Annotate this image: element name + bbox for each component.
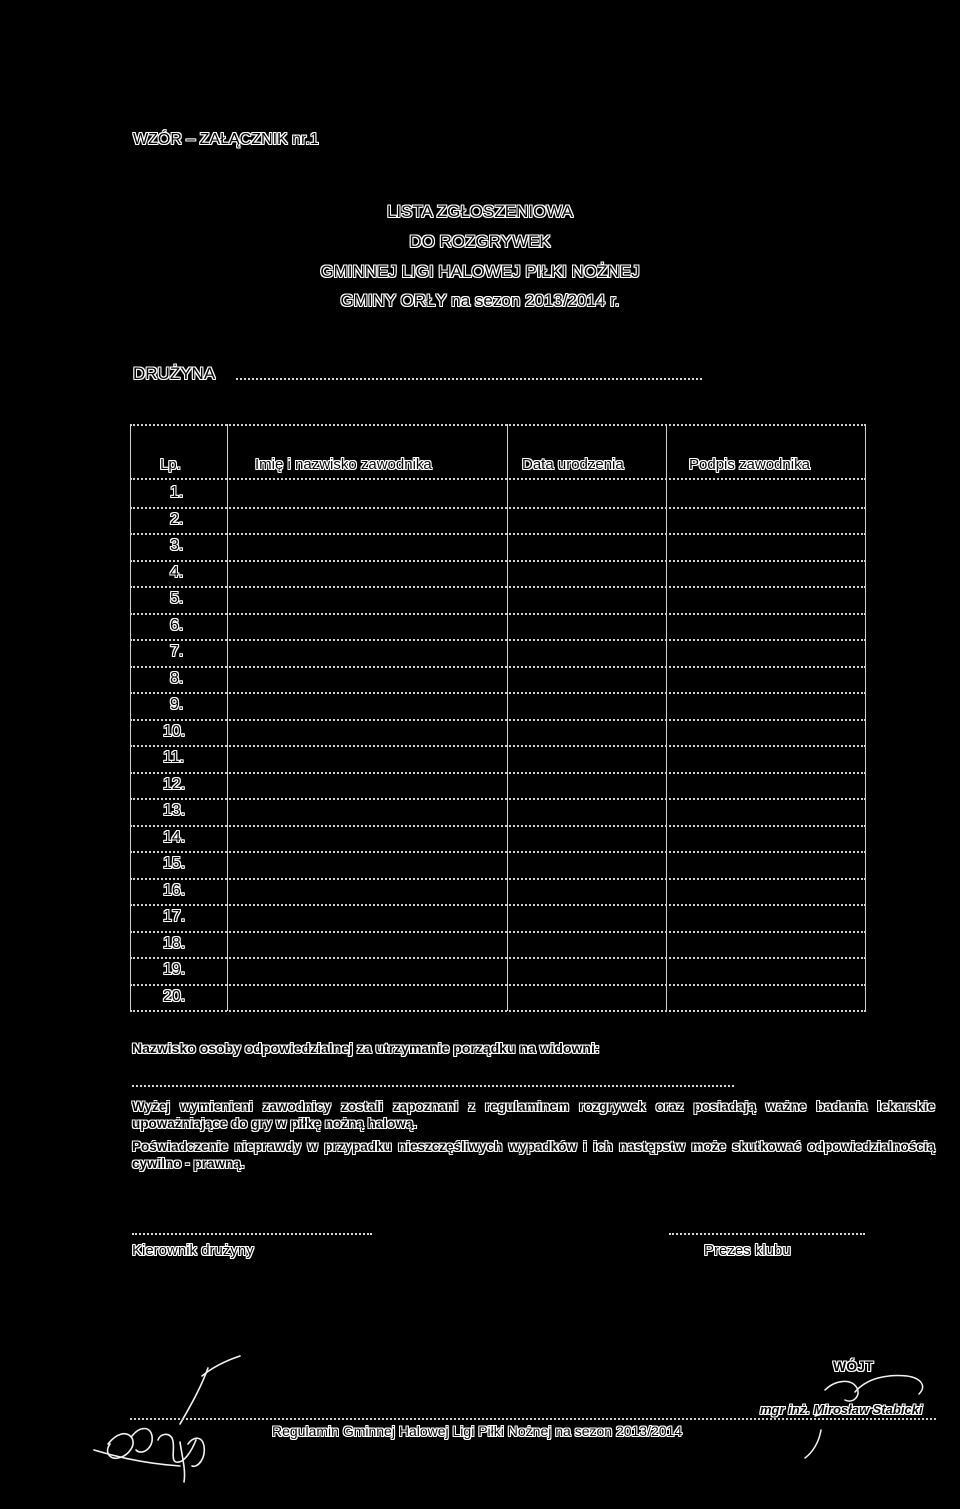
table-cell-birthdate[interactable] — [508, 825, 666, 850]
table-cell-signature[interactable] — [667, 719, 865, 744]
table-cell-name[interactable] — [228, 480, 507, 505]
row-number: 13. — [163, 802, 186, 819]
table-cell-birthdate[interactable] — [508, 507, 666, 532]
table-cell-signature[interactable] — [667, 560, 865, 585]
table-cell-birthdate[interactable] — [508, 745, 666, 770]
table-cell-signature[interactable] — [667, 586, 865, 611]
table-cell-birthdate[interactable] — [508, 904, 666, 929]
row-number: 17. — [163, 908, 186, 925]
statement-paragraph-1: Wyżej wymienieni zawodnicy zostali zapoznani z regulaminem rozgrywek oraz posiadają ważne badania lekarskie upoważniające do gry w piłkę nożną halową. — [132, 1099, 935, 1131]
table-cell-birthdate[interactable] — [508, 666, 666, 691]
statement-paragraph-2: Poświadczenie nieprawdy w przypadku nieszczęśliwych wypadków i ich następstw może skutkować odpowiedzialnością cywilno - prawną. — [132, 1139, 935, 1171]
table-cell-birthdate[interactable] — [508, 719, 666, 744]
footer-text: Regulamin Gminnej Halowej Ligi Piłki Nożnej na sezon 2013/2014 — [272, 1423, 683, 1439]
table-cell-birthdate[interactable] — [508, 586, 666, 611]
manager-signature-line[interactable] — [132, 1233, 372, 1235]
stamp-title: WÓJT — [833, 1358, 874, 1374]
row-number: 14. — [163, 828, 186, 846]
table-border-left — [130, 424, 131, 1011]
table-cell-name[interactable] — [228, 719, 507, 744]
table-cell-name[interactable] — [228, 613, 507, 638]
row-number: 7. — [170, 643, 184, 660]
row-number: 2. — [170, 510, 184, 528]
table-cell-birthdate[interactable] — [508, 772, 666, 797]
table-cell-birthdate[interactable] — [508, 931, 666, 956]
manager-label: Kierownik drużyny — [132, 1242, 254, 1259]
table-cell-name[interactable] — [228, 931, 507, 956]
table-cell-birthdate[interactable] — [508, 533, 666, 558]
table-cell-name[interactable] — [228, 586, 507, 611]
table-cell-signature[interactable] — [667, 878, 865, 903]
table-cell-signature[interactable] — [667, 639, 865, 664]
table-cell-name[interactable] — [228, 984, 507, 1009]
table-cell-birthdate[interactable] — [508, 480, 666, 505]
table-cell-signature[interactable] — [667, 798, 865, 823]
table-border-right — [865, 424, 866, 1011]
row-number: 20. — [163, 987, 186, 1005]
footer-rule — [130, 1418, 936, 1420]
table-cell-name[interactable] — [228, 851, 507, 876]
table-cell-name[interactable] — [228, 745, 507, 770]
table-cell-signature[interactable] — [667, 931, 865, 956]
form-title-line-4: GMINY ORŁY na sezon 2013/2014 r. — [340, 291, 620, 310]
table-cell-signature[interactable] — [667, 480, 865, 505]
table-cell-birthdate[interactable] — [508, 798, 666, 823]
table-cell-name[interactable] — [228, 772, 507, 797]
table-cell-birthdate[interactable] — [508, 560, 666, 585]
row-number: 1. — [170, 484, 184, 501]
row-number: 6. — [170, 616, 184, 634]
order-person-label: Nazwisko osoby odpowiedzialnej za utrzymanie porządku na widowni: — [132, 1040, 600, 1056]
table-cell-name[interactable] — [228, 666, 507, 691]
row-number: 4. — [170, 563, 184, 581]
table-cell-signature[interactable] — [667, 957, 865, 982]
table-border-top — [130, 424, 866, 426]
row-number: 8. — [170, 669, 184, 687]
table-cell-name[interactable] — [228, 798, 507, 823]
table-cell-name[interactable] — [228, 692, 507, 717]
table-cell-name[interactable] — [228, 639, 507, 664]
table-cell-birthdate[interactable] — [508, 957, 666, 982]
handwritten-signature-icon — [80, 1340, 280, 1490]
table-cell-birthdate[interactable] — [508, 692, 666, 717]
form-title-line-2: DO ROZGRYWEK — [409, 232, 551, 251]
template-label: WZÓR – ZAŁĄCZNIK nr.1 — [133, 131, 319, 148]
stamp-name: mgr inż. Mirosław Stabicki — [760, 1402, 923, 1417]
team-label: DRUŻYNA — [133, 364, 216, 383]
column-header-number: Lp. — [160, 456, 181, 473]
president-label: Prezes klubu — [704, 1242, 791, 1259]
order-person-field[interactable] — [132, 1085, 734, 1087]
table-cell-signature[interactable] — [667, 851, 865, 876]
table-cell-signature[interactable] — [667, 984, 865, 1009]
table-cell-name[interactable] — [228, 904, 507, 929]
table-cell-signature[interactable] — [667, 507, 865, 532]
table-cell-signature[interactable] — [667, 533, 865, 558]
table-cell-signature[interactable] — [667, 692, 865, 717]
form-title-line-3: GMINNEJ LIGI HALOWEJ PIŁKI NOŻNEJ — [320, 262, 640, 281]
table-cell-signature[interactable] — [667, 613, 865, 638]
column-header-birthdate: Data urodzenia — [522, 456, 624, 473]
table-cell-signature[interactable] — [667, 904, 865, 929]
form-title-line-1: LISTA ZGŁOSZENIOWA — [386, 202, 574, 221]
row-number: 16. — [163, 881, 186, 899]
table-cell-signature[interactable] — [667, 745, 865, 770]
column-header-name: Imię i nazwisko zawodnika — [255, 456, 432, 473]
table-cell-signature[interactable] — [667, 772, 865, 797]
row-number: 19. — [163, 961, 186, 978]
table-cell-birthdate[interactable] — [508, 639, 666, 664]
table-cell-signature[interactable] — [667, 825, 865, 850]
president-signature-line[interactable] — [669, 1233, 865, 1235]
table-cell-birthdate[interactable] — [508, 613, 666, 638]
table-cell-name[interactable] — [228, 878, 507, 903]
table-cell-birthdate[interactable] — [508, 984, 666, 1009]
table-cell-name[interactable] — [228, 507, 507, 532]
row-number: 12. — [163, 775, 186, 793]
table-cell-name[interactable] — [228, 957, 507, 982]
table-cell-signature[interactable] — [667, 666, 865, 691]
row-number: 5. — [170, 590, 184, 607]
table-cell-name[interactable] — [228, 825, 507, 850]
table-cell-name[interactable] — [228, 533, 507, 558]
row-number: 3. — [170, 537, 184, 554]
row-number: 11. — [163, 749, 185, 766]
row-number: 10. — [163, 722, 186, 740]
table-cell-name[interactable] — [228, 560, 507, 585]
table-cell-birthdate[interactable] — [508, 878, 666, 903]
row-number: 18. — [163, 934, 186, 952]
table-row-divider — [130, 1010, 866, 1012]
row-number: 15. — [163, 855, 186, 872]
table-cell-birthdate[interactable] — [508, 851, 666, 876]
row-number: 9. — [170, 696, 184, 713]
column-header-signature: Podpis zawodnika — [689, 456, 810, 473]
